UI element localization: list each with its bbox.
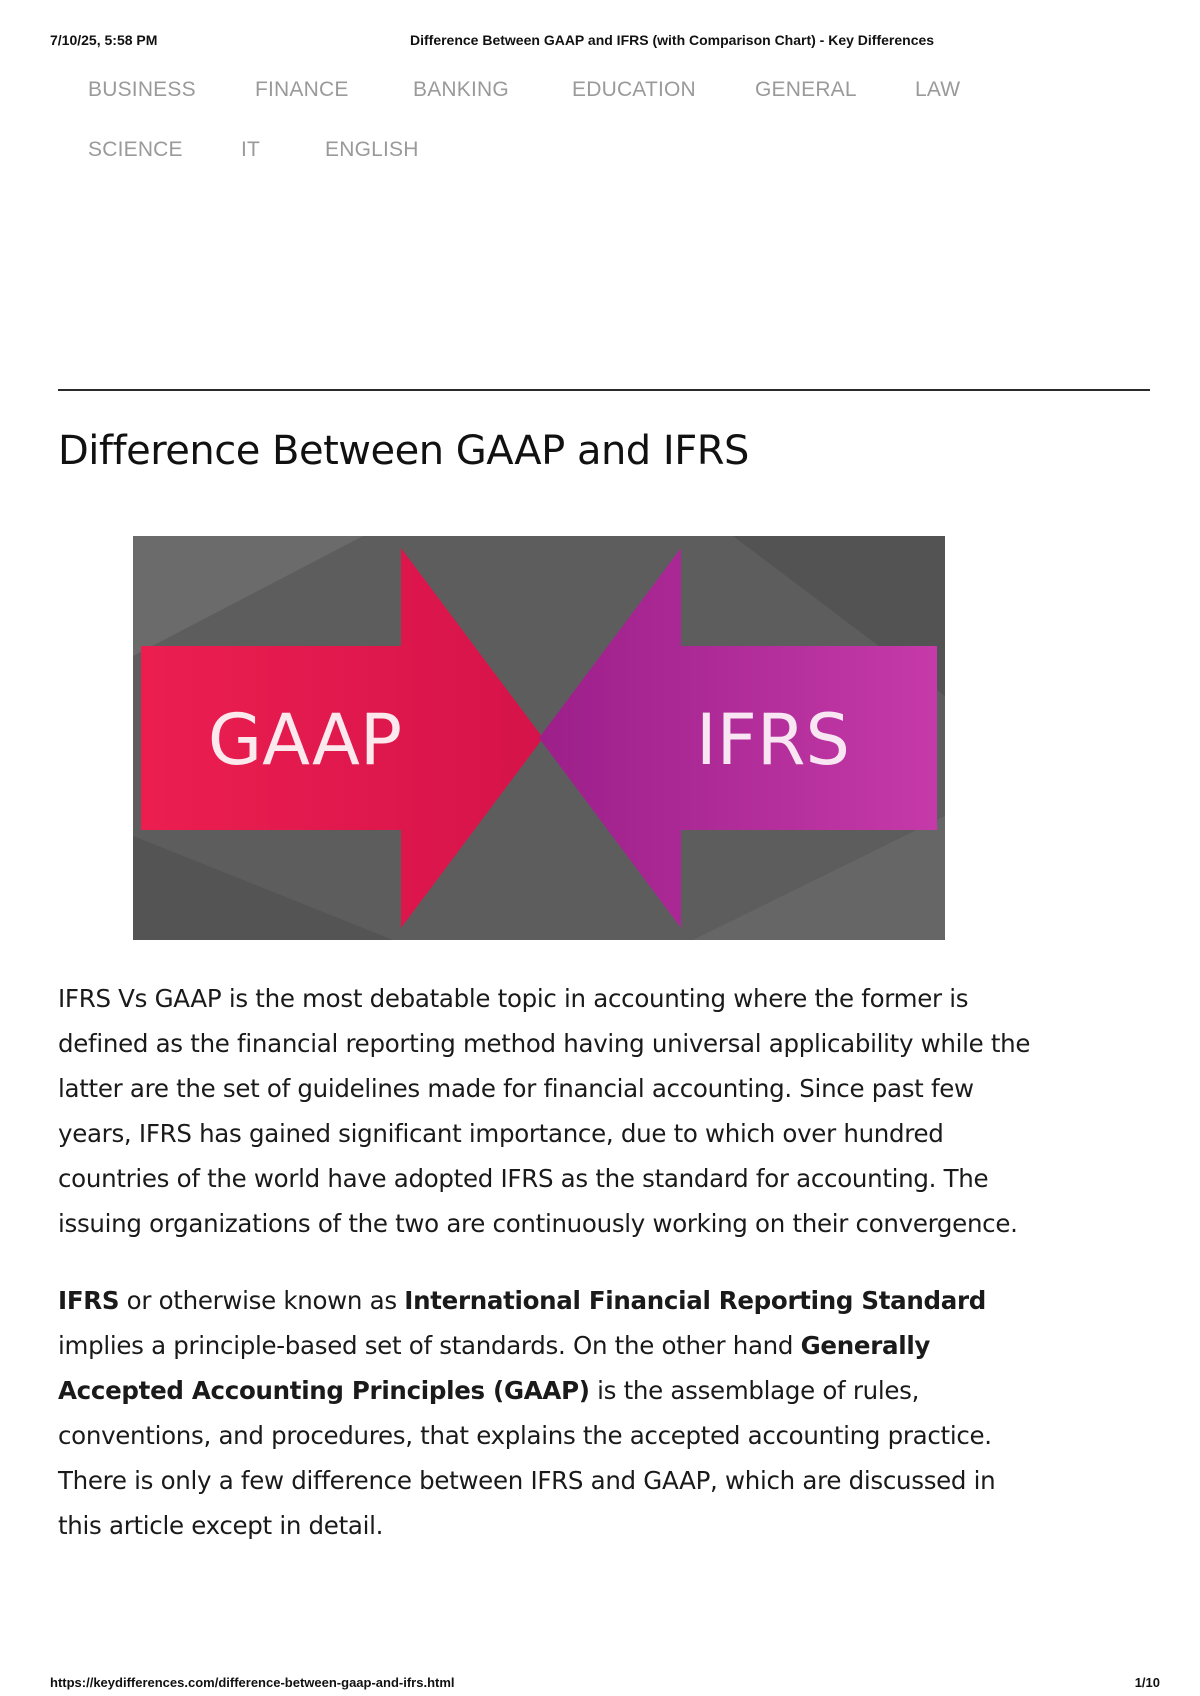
text-segment: is the assemblage of rules, conventions, and procedures, that explains the accepted accounting practice. There is only a few difference between IFRS and GAAP, which are discussed in this article except in detail. — [58, 1376, 996, 1540]
article-body — [58, 976, 1043, 1580]
term-ifrs-full: International Financial Reporting Standard — [404, 1286, 986, 1315]
definition-paragraph — [58, 1278, 1043, 1548]
term-ifrs: IFRS — [58, 1286, 120, 1315]
nav-item-law[interactable]: LAW — [915, 78, 961, 101]
nav-item-business[interactable]: BUSINESS — [88, 78, 196, 101]
print-datetime: 7/10/25, 5:58 PM — [50, 32, 158, 48]
header-divider — [58, 389, 1150, 391]
nav-item-english[interactable]: ENGLISH — [325, 138, 419, 161]
nav-row-1 — [58, 72, 961, 132]
print-page-number: 1/10 — [1134, 1675, 1160, 1690]
print-header — [50, 32, 1160, 52]
article-title: Difference Between GAAP and IFRS — [58, 428, 749, 474]
print-page-title: Difference Between GAAP and IFRS (with Comparison Chart) - Key Differences — [410, 32, 935, 48]
text-segment: or otherwise known as — [119, 1286, 405, 1315]
text-segment: implies a principle-based set of standards. On the other hand — [58, 1331, 801, 1360]
gaap-label: GAAP — [207, 699, 403, 781]
print-url: https://keydifferences.com/difference-between-gaap-and-ifrs.html — [50, 1675, 455, 1690]
ifrs-label: IFRS — [696, 699, 850, 781]
nav-item-education[interactable]: EDUCATION — [572, 78, 696, 101]
hero-image — [133, 536, 945, 940]
nav-item-it[interactable]: IT — [241, 138, 261, 161]
nav-item-general[interactable]: GENERAL — [755, 78, 857, 101]
nav-item-science[interactable]: SCIENCE — [88, 138, 183, 161]
nav-item-finance[interactable]: FINANCE — [255, 78, 349, 101]
nav-item-banking[interactable]: BANKING — [413, 78, 509, 101]
gaap-vs-ifrs-illustration — [133, 536, 945, 940]
nav-row-2 — [58, 132, 958, 192]
term-gaap-full: Generally Accepted Accounting Principles (GAAP) — [58, 1331, 931, 1405]
intro-paragraph: IFRS Vs GAAP is the most debatable topic in accounting where the former is defined as the financial reporting method having universal applicability while the latter are the set of guidelines made for financial accounting. Since past few years, IFRS has gained significant importance, due to which over hundred countries of the world have adopted IFRS as the standard for accounting. The issuing organizations of the two are continuously working on their convergence. — [58, 984, 1031, 1238]
category-nav — [58, 72, 961, 192]
